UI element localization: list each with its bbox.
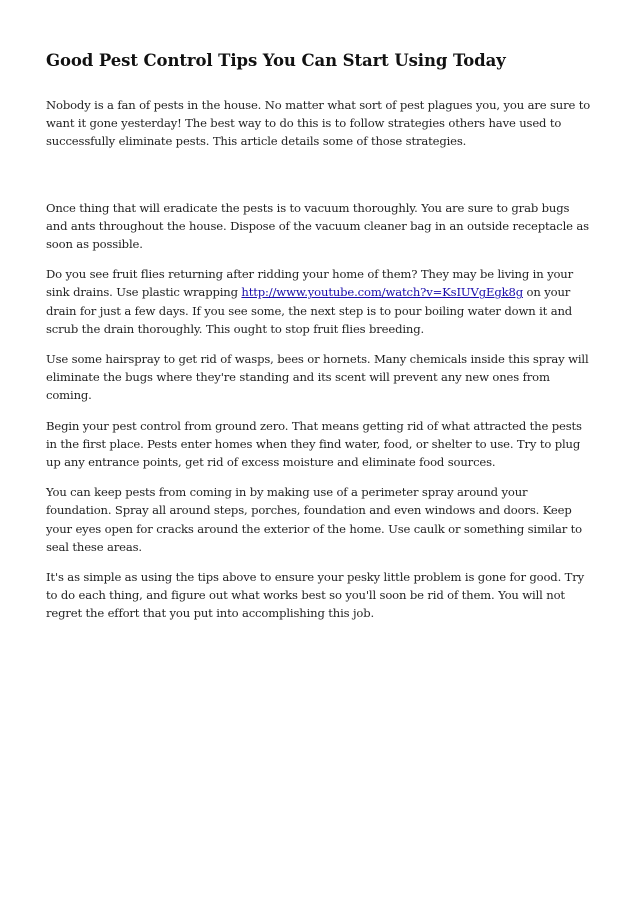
page-title: Good Pest Control Tips You Can Start Using Today	[46, 51, 506, 70]
paragraph-fruit-flies	[46, 265, 594, 338]
paragraph-fruit-flies-text-before: Do you see fruit flies returning after ridding your home of them? They may be living in your sink drains. Use plastic wrapping	[46, 267, 574, 300]
paragraph-ground-zero: Begin your pest control from ground zero. That means getting rid of what attracted the pests in the first place. Pests enter homes when they find water, food, or shelter to use. Try to plug up any entrance points, get rid of excess moisture and eliminate food sources.	[46, 418, 582, 470]
paragraph-vacuum: Once thing that will eradicate the pests is to vacuum thoroughly. You are sure to grab bugs and ants throughout the house. Dispose of the vacuum cleaner bag in an outside receptacle as soon as possible.	[46, 200, 589, 252]
paragraph-perimeter-spray: You can keep pests from coming in by making use of a perimeter spray around your foundation. Spray all around steps, porches, foundation and even windows and doors. Keep your eyes open for cracks around the exterior of the home. Use caulk or something similar to seal these areas.	[46, 485, 582, 554]
document-page	[46, 50, 594, 635]
paragraph-conclusion: It's as simple as using the tips above to ensure your pesky little problem is gone for good. Try to do each thing, and figure out what works best so you'll soon be rid of them. You will not regret the effort that you put into accomplishing this job.	[46, 570, 585, 621]
youtube-link[interactable]: http://www.youtube.com/watch?v=KsIUVgEgk8g	[241, 285, 523, 300]
paragraph-hairspray: Use some hairspray to get rid of wasps, bees or hornets. Many chemicals inside this spray will eliminate the bugs where they're standing and its scent will prevent any new ones from coming.	[46, 352, 589, 403]
paragraph-fruit-flies-text-after: on your drain for just a few days. If you see some, the next step is to pour boiling water down it and scrub the drain thoroughly. This ought to stop fruit flies breeding.	[46, 285, 573, 336]
paragraph-intro: Nobody is a fan of pests in the house. No matter what sort of pest plagues you, you are sure to want it gone yesterday! The best way to do this is to follow strategies others have used to successfully eliminate pests. This article details some of those strategies.	[46, 98, 591, 149]
